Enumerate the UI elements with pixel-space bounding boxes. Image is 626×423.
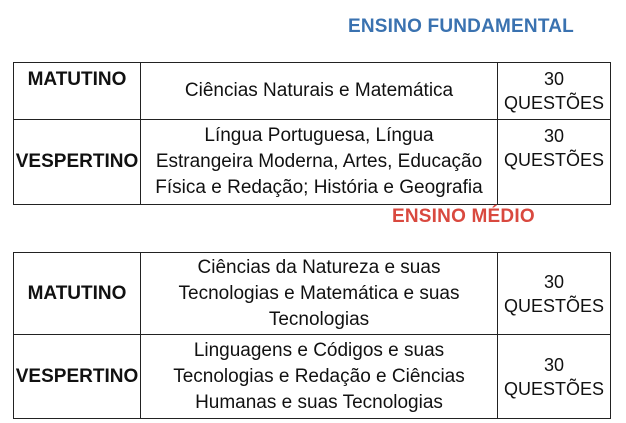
subject-line: Humanas e suas Tecnologias [195,391,443,413]
question-label: QUESTÕES [503,378,605,399]
question-number: 30 [543,126,565,146]
question-count [498,253,611,335]
ensino-fundamental-heading: ENSINO FUNDAMENTAL [348,16,574,37]
question-number: 30 [543,354,565,375]
question-label: QUESTÕES [503,295,605,316]
table-row [14,253,611,335]
ensino-medio-table [13,252,611,419]
shift-label: VESPERTINO [14,335,141,419]
subjects-cell [141,63,498,120]
subject-line: Ciências Naturais e Matemática [184,80,454,101]
subject-line: Tecnologias [268,308,370,330]
subject-line: Língua Portuguesa, Língua [204,125,434,146]
ensino-medio-heading: ENSINO MÉDIO [392,206,535,227]
subject-line: Física e Redação; História e Geografia [155,177,483,198]
shift-label: MATUTINO [14,63,141,120]
question-number: 30 [543,69,565,89]
subject-line: Linguagens e Códigos e suas [193,339,445,361]
subjects-cell [141,120,498,205]
shift-label: VESPERTINO [14,120,141,205]
question-count [498,120,611,205]
question-count [498,335,611,419]
subject-line: Estrangeira Moderna, Artes, Educação [155,151,483,172]
table-row [14,63,611,120]
question-number: 30 [543,271,565,292]
table-row [14,120,611,205]
subject-line: Tecnologias e Matemática e suas [178,282,460,304]
shift-label: MATUTINO [14,253,141,335]
subjects-cell [141,335,498,419]
subject-line: Tecnologias e Redação e Ciências [173,365,465,387]
subjects-cell [141,253,498,335]
question-count [498,63,611,120]
ensino-fundamental-table [13,62,611,205]
subject-line: Ciências da Natureza e suas [197,256,441,278]
question-label: QUESTÕES [503,150,605,170]
question-label: QUESTÕES [503,93,605,113]
table-row [14,335,611,419]
